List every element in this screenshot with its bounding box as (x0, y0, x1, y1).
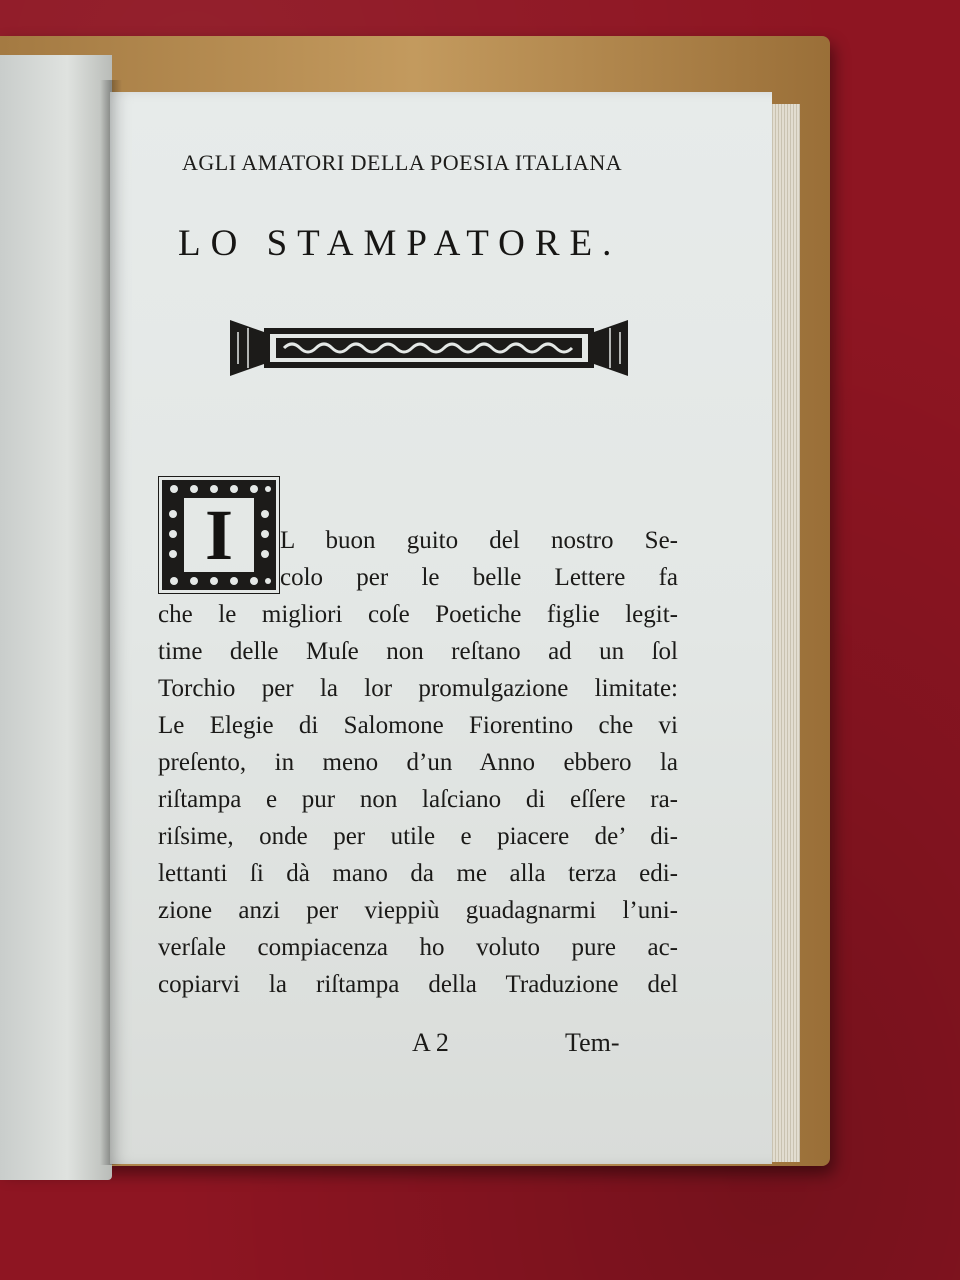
signature-mark: A 2 (412, 1028, 449, 1057)
text-line: zione anzi per vieppiù guadagnarmi l’uni- (158, 897, 678, 924)
text-line: che le migliori coſe Poetiche figlie legit- (158, 601, 678, 628)
text-line: L buon guito del nostro Se- (280, 527, 678, 554)
page-title: LO STAMPATORE. (178, 223, 622, 264)
text-line: lettanti ſi dà mano da me alla terza edi- (158, 860, 678, 887)
text-line: Le Elegie di Salomone Fiorentino che vi (158, 712, 678, 739)
text-line: riſsime, onde per utile e piacere de’ di- (158, 823, 678, 850)
drop-cap-letter: I (204, 495, 234, 575)
left-page (0, 55, 112, 1180)
text-line: copiarvi la riſtampa della Traduzione del (158, 971, 678, 998)
ornament-band-icon (230, 318, 628, 378)
text-line: preſento, in meno d’un Anno ebbero la (158, 749, 678, 776)
text-line: colo per le belle Lettere fa (280, 564, 678, 591)
ornamental-initial (158, 476, 280, 594)
text-line: Torchio per la lor promulgazione limitate: (158, 675, 678, 702)
page-edges (770, 104, 800, 1162)
text-line: verſale compiacenza ho voluto pure ac- (158, 934, 678, 961)
text-line: time delle Muſe non reſtano ad un ſol (158, 638, 678, 665)
catchword: Tem- (565, 1028, 620, 1057)
running-head: AGLI AMATORI DELLA POESIA ITALIANA (182, 150, 623, 175)
text-line: riſtampa e pur non laſciano di eſſere ra- (158, 786, 678, 813)
